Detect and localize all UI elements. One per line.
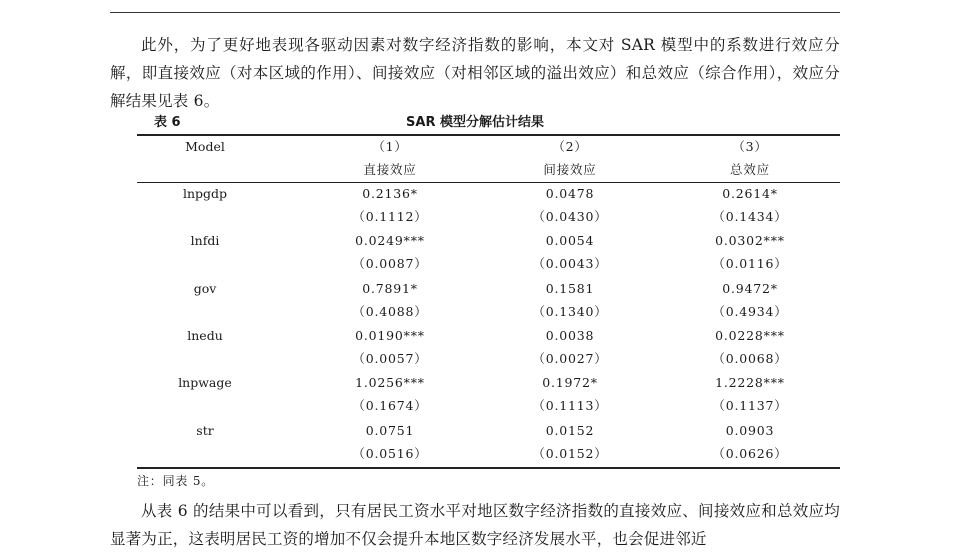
- table-header-rule: [137, 182, 840, 183]
- std-error-cell: （0.1340）: [532, 304, 608, 319]
- std-error-cell: （0.1674）: [352, 398, 428, 413]
- coefficient-cell: 0.0228***: [715, 328, 785, 343]
- coefficient-cell: 0.1581: [545, 281, 595, 296]
- std-error-cell: （0.0152）: [532, 446, 608, 461]
- std-error-cell: （0.0057）: [352, 351, 428, 366]
- column-number: （3）: [732, 139, 768, 154]
- coefficient-cell: 0.0903: [725, 423, 775, 438]
- column-name: 总效应: [730, 162, 770, 177]
- intro-paragraph: 此外，为了更好地表现各驱动因素对数字经济指数的影响，本文对 SAR 模型中的系数进行效应分解，即直接效应（对本区域的作用）、间接效应（对相邻区域的溢出效应）和总效应（综合作用），效应分解结果见表 6。: [110, 36, 840, 110]
- std-error-cell: （0.0087）: [352, 256, 428, 271]
- std-error-cell: （0.1434）: [712, 209, 788, 224]
- coefficient-cell: 0.0751: [365, 423, 415, 438]
- row-variable: str: [196, 423, 214, 438]
- std-error-cell: （0.1137）: [712, 398, 788, 413]
- table-note: 注：同表 5。: [137, 474, 215, 488]
- coefficient-cell: 0.0249***: [355, 233, 425, 248]
- row-variable: lnfdi: [190, 233, 220, 248]
- header-rule: [110, 12, 840, 13]
- coefficient-cell: 0.0038: [545, 328, 595, 343]
- std-error-cell: （0.0516）: [352, 446, 428, 461]
- std-error-cell: （0.0043）: [532, 256, 608, 271]
- column-name: 间接效应: [543, 162, 597, 177]
- row-variable: gov: [193, 281, 217, 296]
- std-error-cell: （0.1112）: [352, 209, 428, 224]
- row-variable: lnedu: [187, 328, 223, 343]
- coefficient-cell: 1.0256***: [355, 375, 425, 390]
- row-variable: lnpgdp: [182, 186, 228, 201]
- coefficient-cell: 0.0478: [545, 186, 595, 201]
- std-error-cell: （0.0116）: [712, 256, 788, 271]
- column-number: （2）: [552, 139, 588, 154]
- std-error-cell: （0.0430）: [532, 209, 608, 224]
- table-number: 表 6: [154, 115, 181, 130]
- table-bottom-rule: [137, 467, 840, 469]
- table-caption: [110, 111, 840, 129]
- header-model-label: Model: [185, 139, 225, 154]
- coefficient-cell: 0.7891*: [362, 281, 418, 296]
- std-error-cell: （0.1113）: [532, 398, 608, 413]
- coefficient-cell: 0.0190***: [355, 328, 425, 343]
- std-error-cell: （0.0626）: [712, 446, 788, 461]
- discussion-paragraph: 从表 6 的结果中可以看到，只有居民工资水平对地区数字经济指数的直接效应、间接效应和总效应均显著为正，这表明居民工资的增加不仅会提升本地区数字经济发展水平，也会促进邻近: [110, 502, 840, 548]
- coefficient-cell: 0.1972*: [542, 375, 598, 390]
- coefficient-cell: 0.2614*: [722, 186, 778, 201]
- std-error-cell: （0.0068）: [712, 351, 788, 366]
- coefficient-cell: 1.2228***: [715, 375, 785, 390]
- coefficient-cell: 0.0152: [545, 423, 595, 438]
- std-error-cell: （0.4088）: [352, 304, 428, 319]
- std-error-cell: （0.0027）: [532, 351, 608, 366]
- coefficient-cell: 0.9472*: [722, 281, 778, 296]
- coefficient-cell: 0.0054: [545, 233, 595, 248]
- table-top-rule: [137, 134, 840, 136]
- std-error-cell: （0.4934）: [712, 304, 788, 319]
- table-title: SAR 模型分解估计结果: [406, 115, 544, 130]
- coefficient-cell: 0.0302***: [715, 233, 785, 248]
- coefficient-cell: 0.2136*: [362, 186, 418, 201]
- column-number: （1）: [372, 139, 408, 154]
- column-name: 直接效应: [363, 162, 417, 177]
- row-variable: lnpwage: [178, 375, 232, 390]
